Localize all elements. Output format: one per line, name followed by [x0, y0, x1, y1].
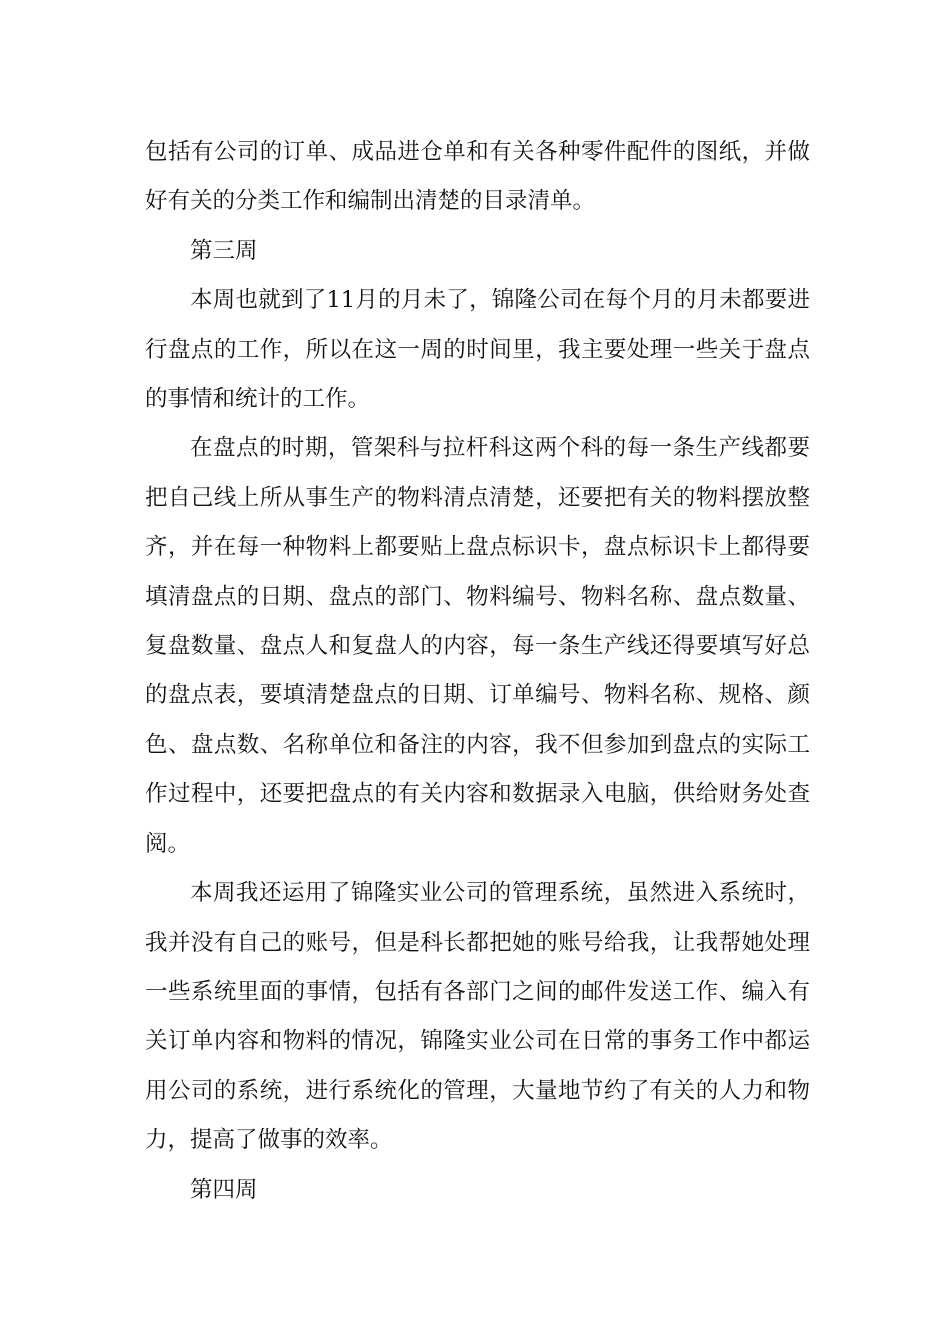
- section-heading-week-three: 第三周: [190, 237, 258, 264]
- paragraph-week-three-intro: 本周也就到了11月的月未了，锦隆公司在每个月的月未都要进行盘点的工作，所以在这一周的时间里，我主要处理一些关于盘点的事情和统计的工作。: [145, 287, 810, 413]
- paragraph-management-system: 本周我还运用了锦隆实业公司的管理系统，虽然进入系统时，我并没有自己的账号，但是科长都把她的账号给我，让我帮她处理一些系统里面的事情，包括有各部门之间的邮件发送工作、编入有关订单内容和物料的情况，锦隆实业公司在日常的事务工作中都运用公司的系统，进行系统化的管理，大量地节约了有关的人力和物力，提高了做事的效率。: [145, 880, 810, 1154]
- paragraph-inventory-details: 在盘点的时期，管架科与拉杆科这两个科的每一条生产线都要把自己线上所从事生产的物料清点清楚，还要把有关的物料摆放整齐，并在每一种物料上都要贴上盘点标识卡，盘点标识卡上都得要填清盘点的日期、盘点的部门、物料编号、物料名称、盘点数量、复盘数量、盘点人和复盘人的内容，每一条生产线还得要填写好总的盘点表，要填清楚盘点的日期、订单编号、物料名称、规格、颜色、盘点数、名称单位和备注的内容，我不但参加到盘点的实际工作过程中，还要把盘点的有关内容和数据录入电脑，供给财务处查阅。: [145, 435, 810, 857]
- document-body: [145, 128, 810, 1215]
- paragraph-continuation: 包括有公司的订单、成品进仓单和有关各种零件配件的图纸，并做好有关的分类工作和编制出清楚的目录清单。: [145, 139, 810, 215]
- section-heading-week-four: 第四周: [190, 1176, 258, 1203]
